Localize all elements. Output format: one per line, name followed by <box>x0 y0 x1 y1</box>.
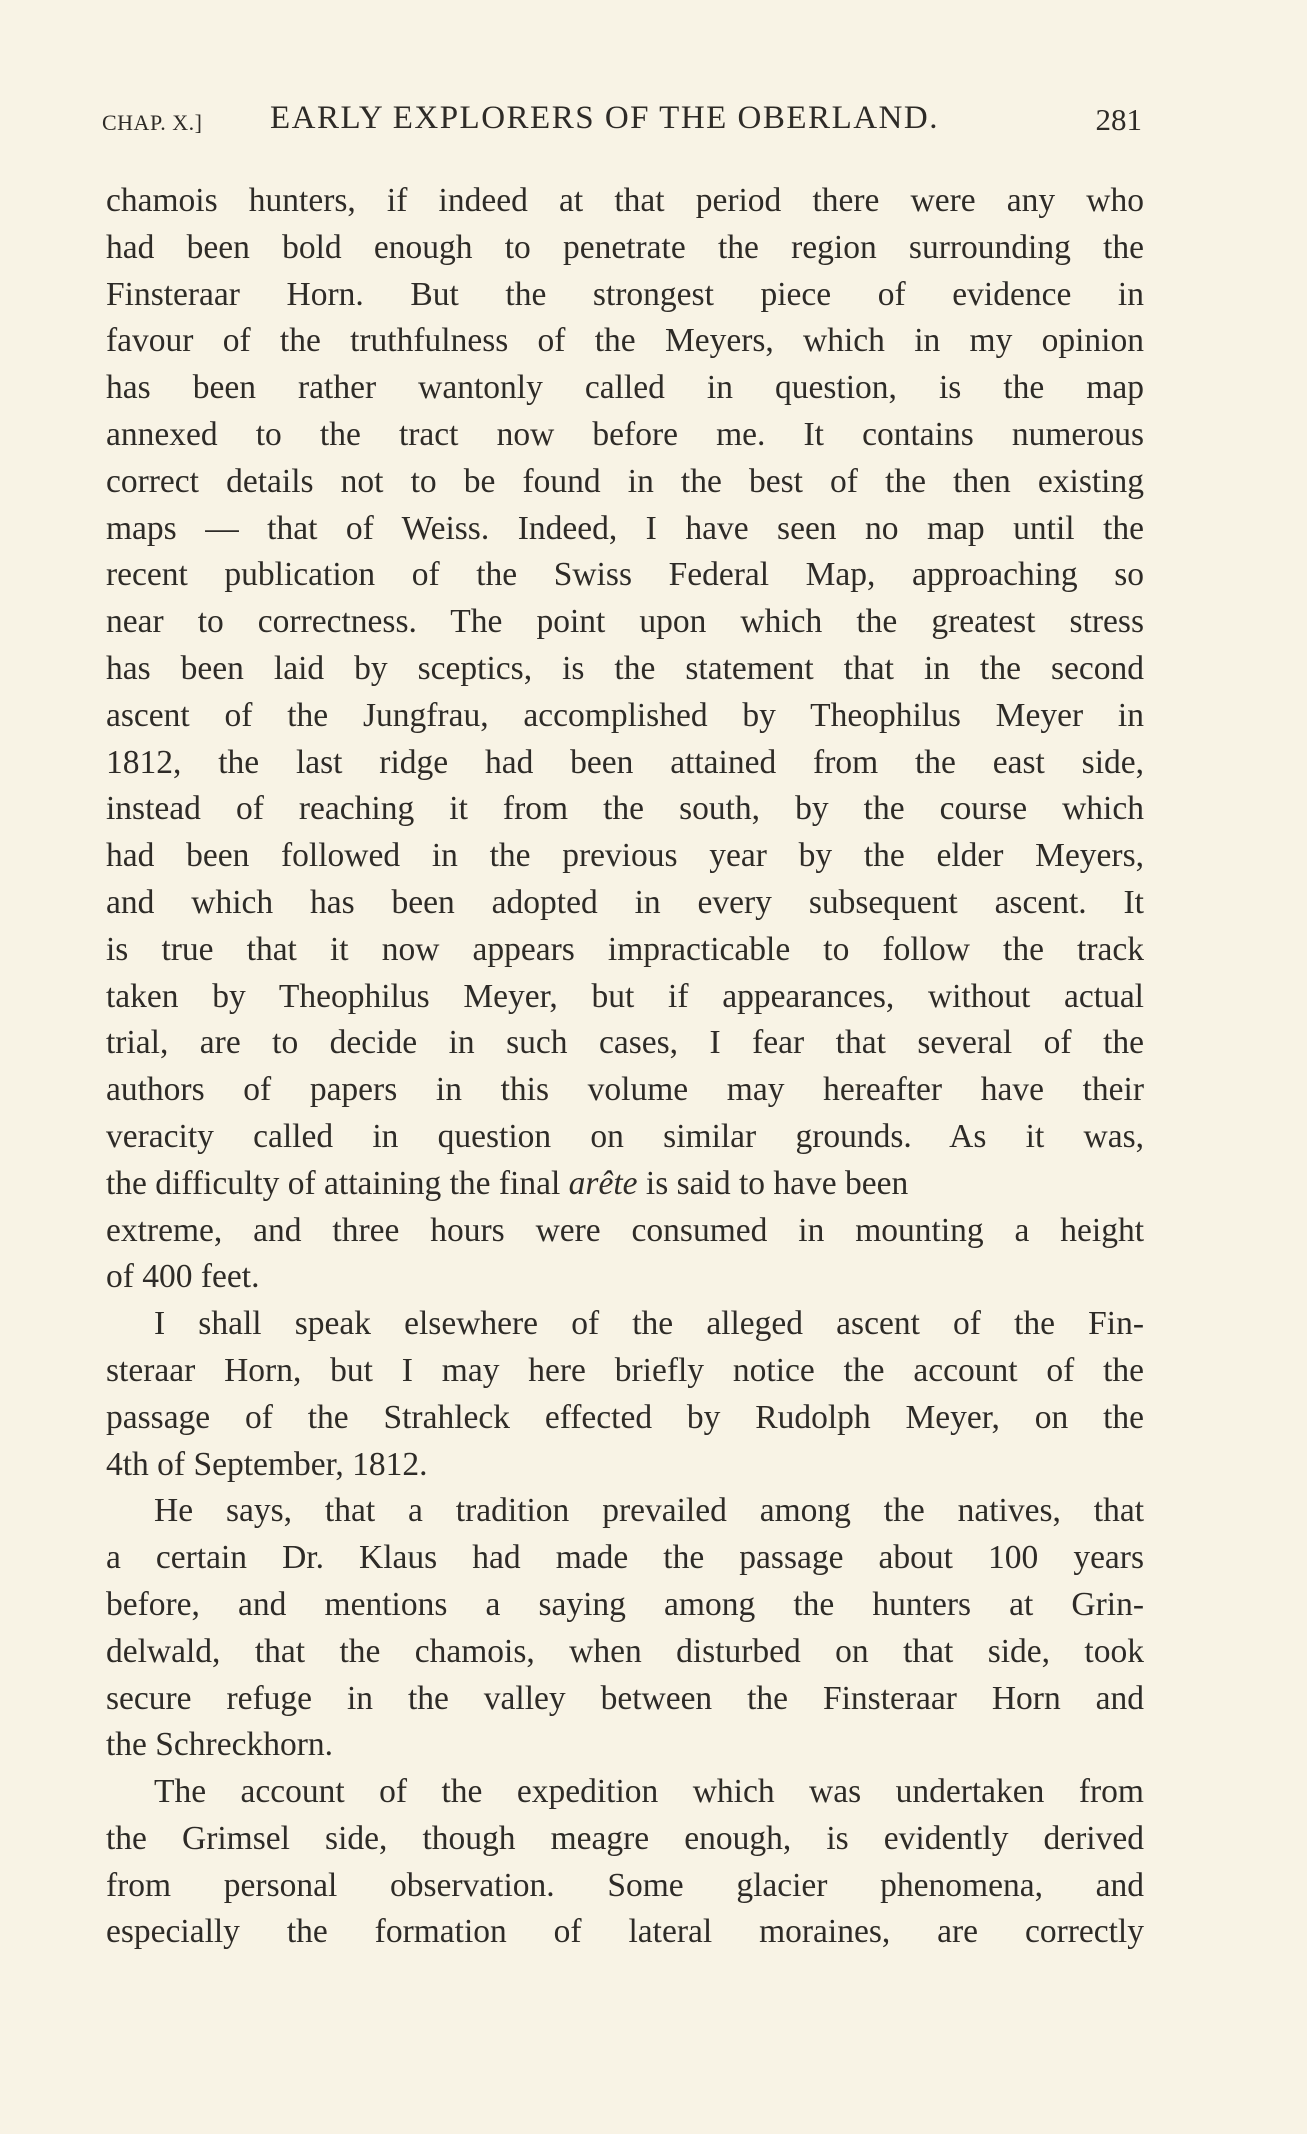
text-line: had been bold enough to penetrate the region surrounding the <box>106 228 1144 266</box>
text-line: correct details not to be found in the best of the then existing <box>106 462 1144 500</box>
italic-term: arête <box>568 1164 638 1202</box>
text-line: from personal observation. Some glacier phenomena, and <box>106 1866 1144 1904</box>
chapter-label: CHAP. X.] <box>102 110 203 135</box>
text-line: taken by Theophilus Meyer, but if appearances, without actual <box>106 977 1144 1015</box>
text-line: passage of the Strahleck effected by Rudolph Meyer, on the <box>106 1398 1144 1436</box>
text-line: He says, that a tradition prevailed among the natives, that <box>154 1492 1144 1530</box>
text-line: favour of the truthfulness of the Meyers, which in my opinion <box>106 322 1144 360</box>
text-line: extreme, and three hours were consumed in mounting a height <box>106 1211 1144 1249</box>
text-line <box>106 1161 1144 1208</box>
text-line: annexed to the tract now before me. It contains numerous <box>106 415 1144 453</box>
page-number: 281 <box>1095 102 1142 137</box>
text-line: has been rather wantonly called in question, is the map <box>106 369 1144 407</box>
text-line: ascent of the Jungfrau, accomplished by Theophilus Meyer in <box>106 696 1144 734</box>
text-run: is said to have been <box>637 1164 909 1202</box>
body-text <box>106 178 1144 1956</box>
text-line: before, and mentions a saying among the hunters at Grin- <box>106 1585 1144 1623</box>
text-line: had been followed in the previous year by the elder Meyers, <box>106 837 1144 875</box>
text-line: maps — that of Weiss. Indeed, I have seen no map until the <box>106 509 1144 547</box>
text-line: 1812, the last ridge had been attained from the east side, <box>106 743 1144 781</box>
text-line: instead of reaching it from the south, by the course which <box>106 790 1144 828</box>
text-line: Finsteraar Horn. But the strongest piece of evidence in <box>106 275 1144 313</box>
text-line: recent publication of the Swiss Federal Map, approaching so <box>106 556 1144 594</box>
text-line: authors of papers in this volume may hereafter have their <box>106 1071 1144 1109</box>
text-line: chamois hunters, if indeed at that period there were any who <box>106 182 1144 219</box>
text-line: a certain Dr. Klaus had made the passage about 100 years <box>106 1539 1144 1577</box>
text-line: has been laid by sceptics, is the statement that in the second <box>106 649 1144 687</box>
text-line: 4th of September, 1812. <box>106 1445 428 1483</box>
text-line: trial, are to decide in such cases, I fear that several of the <box>106 1024 1144 1062</box>
text-line: veracity called in question on similar grounds. As it was, <box>106 1117 1144 1155</box>
text-line: and which has been adopted in every subsequent ascent. It <box>106 883 1144 921</box>
text-line: delwald, that the chamois, when disturbed on that side, took <box>106 1632 1144 1670</box>
text-line: The account of the expedition which was undertaken from <box>154 1773 1144 1811</box>
text-line: steraar Horn, but I may here briefly notice the account of the <box>106 1351 1144 1389</box>
text-line: near to correctness. The point upon which the greatest stress <box>106 603 1144 641</box>
text-line: I shall speak elsewhere of the alleged ascent of the Fin- <box>154 1305 1144 1343</box>
text-line: the Grimsel side, though meagre enough, is evidently derived <box>106 1819 1144 1857</box>
text-run: the difficulty of attaining the final <box>106 1164 569 1202</box>
running-head <box>102 100 1142 148</box>
text-line: the Schreckhorn. <box>106 1726 333 1764</box>
chapter-title: EARLY EXPLORERS OF THE OBERLAND. <box>270 100 939 136</box>
text-line: secure refuge in the valley between the Finsteraar Horn and <box>106 1679 1144 1717</box>
text-line: especially the formation of lateral moraines, are correctly <box>106 1913 1144 1951</box>
text-line: is true that it now appears impracticable to follow the track <box>106 930 1144 968</box>
text-line: of 400 feet. <box>106 1258 260 1296</box>
